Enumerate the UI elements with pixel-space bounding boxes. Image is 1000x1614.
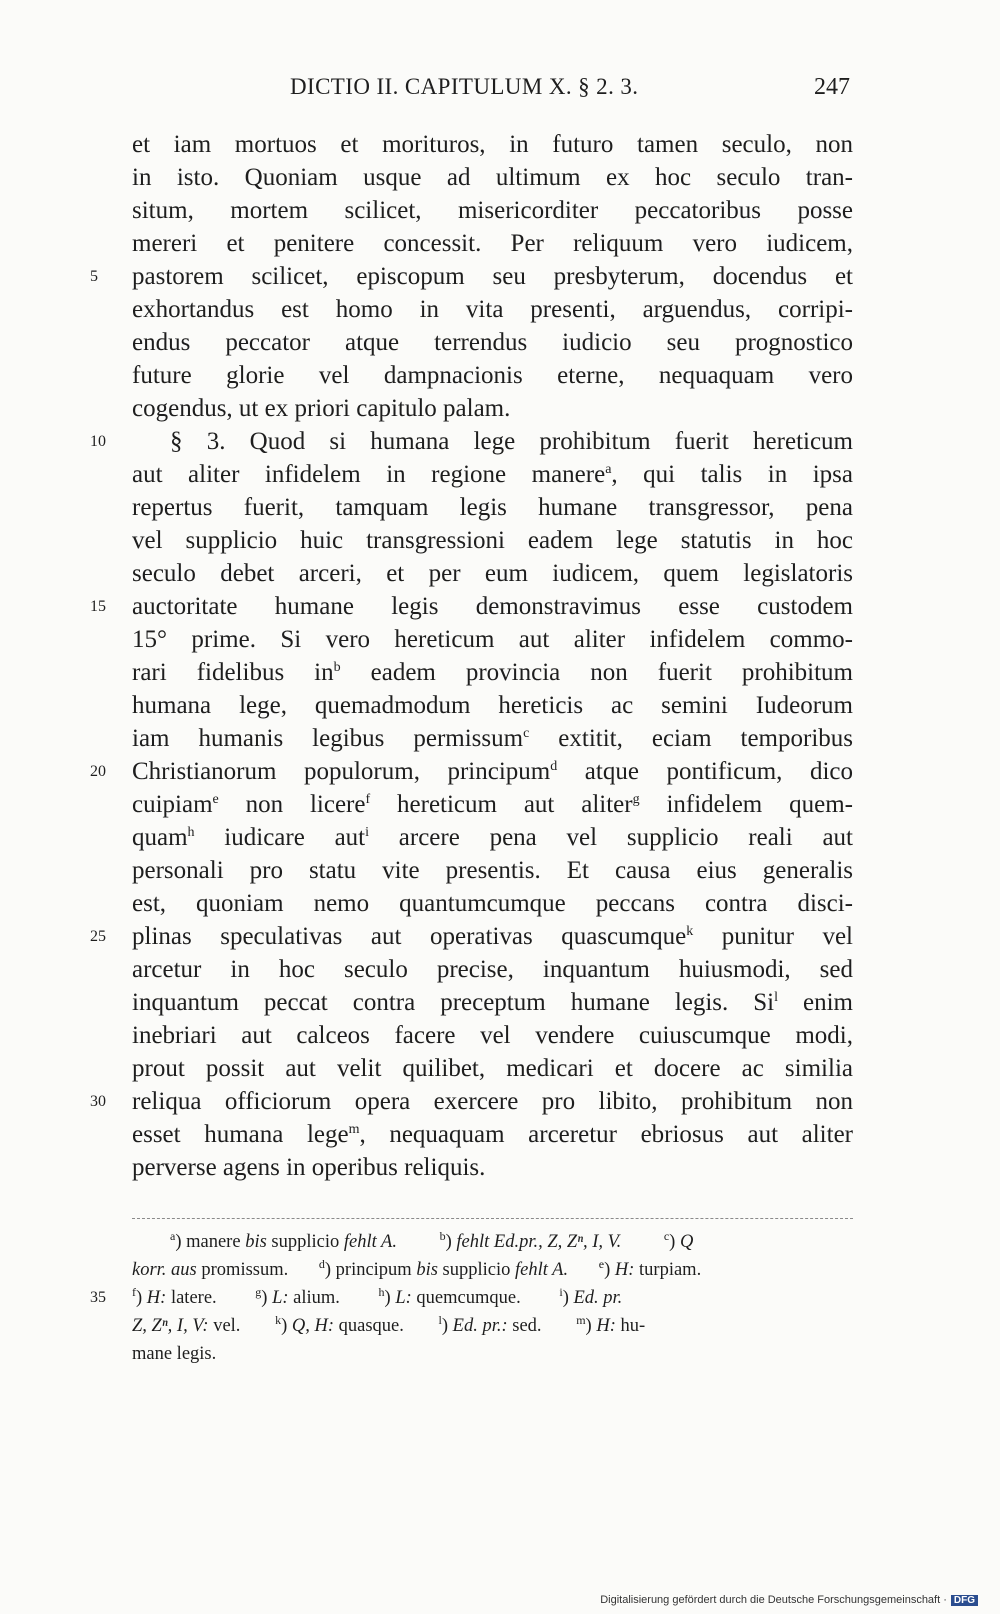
footnote-mark: g xyxy=(632,792,640,807)
text-line: repertus fuerit, tamquam legis humane transgressor, pena xyxy=(132,494,853,521)
text-line: vel supplicio huic transgressioni eadem lege statutis in hoc xyxy=(132,527,853,554)
text-line xyxy=(132,460,853,490)
line-number: 25 xyxy=(90,928,106,945)
text-segment: arcere pena vel supplicio reali aut xyxy=(369,824,853,851)
footnote-mark: i xyxy=(365,825,370,840)
text-segment: infidelem quem- xyxy=(639,791,853,818)
text-line: arcetur in hoc seculo precise, inquantum huiusmodi, sed xyxy=(132,956,853,983)
section-heading-line: § 3. Quod si humana lege prohibitum fuerit hereticum xyxy=(170,428,853,455)
footnote-mark: m xyxy=(348,1122,360,1137)
line-number: 30 xyxy=(90,1093,106,1110)
page-number: 247 xyxy=(814,74,850,100)
credit-text: Digitalisierung gefördert durch die Deutsche Forschungsgemeinschaft · xyxy=(600,1594,947,1606)
text-line xyxy=(132,757,853,787)
text-segment: , nequaquam arceretur ebriosus aut aliter xyxy=(359,1121,853,1148)
text-line xyxy=(132,988,853,1018)
text-line xyxy=(132,724,853,754)
footnote-divider xyxy=(132,1218,853,1219)
text-line: auctoritate humane legis demonstravimus esse custodem xyxy=(132,593,853,620)
text-segment: esset humana lege xyxy=(132,1121,349,1148)
text-segment: rari fidelibus in xyxy=(132,659,334,686)
text-line: personali pro statu vite presentis. Et causa eius generalis xyxy=(132,857,853,884)
text-line: pastorem scilicet, episcopum seu presbyterum, docendus et xyxy=(132,263,853,290)
footnote-line: $^a$) manere bis supplicio fehlt A. $^b$) fehlt Ed.pr., Z, Zⁿ, I, V. $^c$) Q xyxy=(170,1229,694,1252)
text-line: et iam mortuos et morituros, in futuro tamen seculo, non xyxy=(132,131,853,158)
text-line: endus peccator atque terrendus iudicio seu prognostico xyxy=(132,329,853,356)
text-segment: cuipiam xyxy=(132,791,213,818)
footnote-mark: a xyxy=(605,462,612,477)
text-segment: eadem provincia non fuerit prohibitum xyxy=(340,659,853,686)
text-segment: atque pontificum, dico xyxy=(557,758,853,785)
text-segment: iudicare aut xyxy=(194,824,366,851)
footnote-line: mane legis. xyxy=(132,1344,217,1364)
dfg-logo: DFG xyxy=(951,1595,978,1606)
footnote-mark: k xyxy=(686,924,694,939)
text-line: seculo debet arceri, et per eum iudicem, quem legislatoris xyxy=(132,560,853,587)
footnote-line: Z, Zⁿ, I, V: vel. $^k$) Q, H: quasque. $^l$) Ed. pr.: sed. $^m$) H: hu- xyxy=(132,1313,646,1336)
text-segment: Christianorum populorum, principum xyxy=(132,758,551,785)
text-line xyxy=(132,658,853,688)
line-number: 20 xyxy=(90,763,106,780)
footnote-line: korr. aus promissum. $^d$) principum bis supplicio fehlt A. $^e$) H: turpiam. xyxy=(132,1257,702,1280)
text-segment: quam xyxy=(132,824,188,851)
text-line: prout possit aut velit quilibet, medicari et docere ac similia xyxy=(132,1055,853,1082)
footnote-mark: e xyxy=(212,792,219,807)
text-line: perverse agens in operibus reliquis. xyxy=(132,1154,486,1181)
line-number: 5 xyxy=(90,268,98,285)
text-line: est, quoniam nemo quantumcumque peccans contra disci- xyxy=(132,890,853,917)
text-line: mereri et penitere concessit. Per reliquum vero iudicem, xyxy=(132,230,853,257)
line-number: 15 xyxy=(90,598,106,615)
text-line: reliqua officiorum opera exercere pro libito, prohibitum non xyxy=(132,1088,853,1115)
text-segment: enim xyxy=(778,989,853,1016)
line-number: 10 xyxy=(90,433,106,450)
text-line: exhortandus est homo in vita presenti, arguendus, corripi- xyxy=(132,296,853,323)
digitization-credit xyxy=(600,1594,978,1606)
text-line: 15° prime. Si vero hereticum aut aliter infidelem commo- xyxy=(132,626,853,653)
text-segment: punitur vel xyxy=(693,923,853,950)
text-line xyxy=(132,790,853,820)
text-segment: plinas speculativas aut operativas quascumque xyxy=(132,923,687,950)
line-number: 35 xyxy=(90,1289,106,1306)
text-segment: extitit, eciam temporibus xyxy=(529,725,854,752)
text-line xyxy=(132,823,853,853)
text-segment: inquantum peccat contra preceptum humane legis. Si xyxy=(132,989,775,1016)
text-line xyxy=(132,1120,853,1150)
footnote-mark: d xyxy=(550,759,558,774)
text-line: future glorie vel dampnacionis eterne, nequaquam vero xyxy=(132,362,853,389)
text-segment: hereticum aut aliter xyxy=(370,791,633,818)
footnote-line: $^f$) H: latere. $^g$) L: alium. $^h$) L: quemcumque. $^i$) Ed. pr. xyxy=(132,1285,623,1308)
footnote-mark: c xyxy=(523,726,530,741)
text-segment: non licere xyxy=(218,791,366,818)
text-segment: aut aliter infidelem in regione manere xyxy=(132,461,606,488)
text-line: cogendus, ut ex priori capitulo palam. xyxy=(132,395,511,422)
running-title: DICTIO II. CAPITULUM X. § 2. 3. xyxy=(290,74,639,99)
text-line: humana lege, quemadmodum hereticis ac semini Iudeorum xyxy=(132,692,853,719)
text-line: in isto. Quoniam usque ad ultimum ex hoc seculo tran- xyxy=(132,164,853,191)
text-line: inebriari aut calceos facere vel vendere cuiuscumque modi, xyxy=(132,1022,853,1049)
text-segment: , qui talis in ipsa xyxy=(611,461,853,488)
text-segment: iam humanis legibus permissum xyxy=(132,725,524,752)
footnote-mark: b xyxy=(333,660,341,675)
footnote-mark: l xyxy=(774,990,779,1005)
footnote-mark: h xyxy=(187,825,195,840)
text-line: situm, mortem scilicet, misericorditer peccatoribus posse xyxy=(132,197,853,224)
text-line xyxy=(132,922,853,952)
footnote-mark: f xyxy=(365,792,371,807)
